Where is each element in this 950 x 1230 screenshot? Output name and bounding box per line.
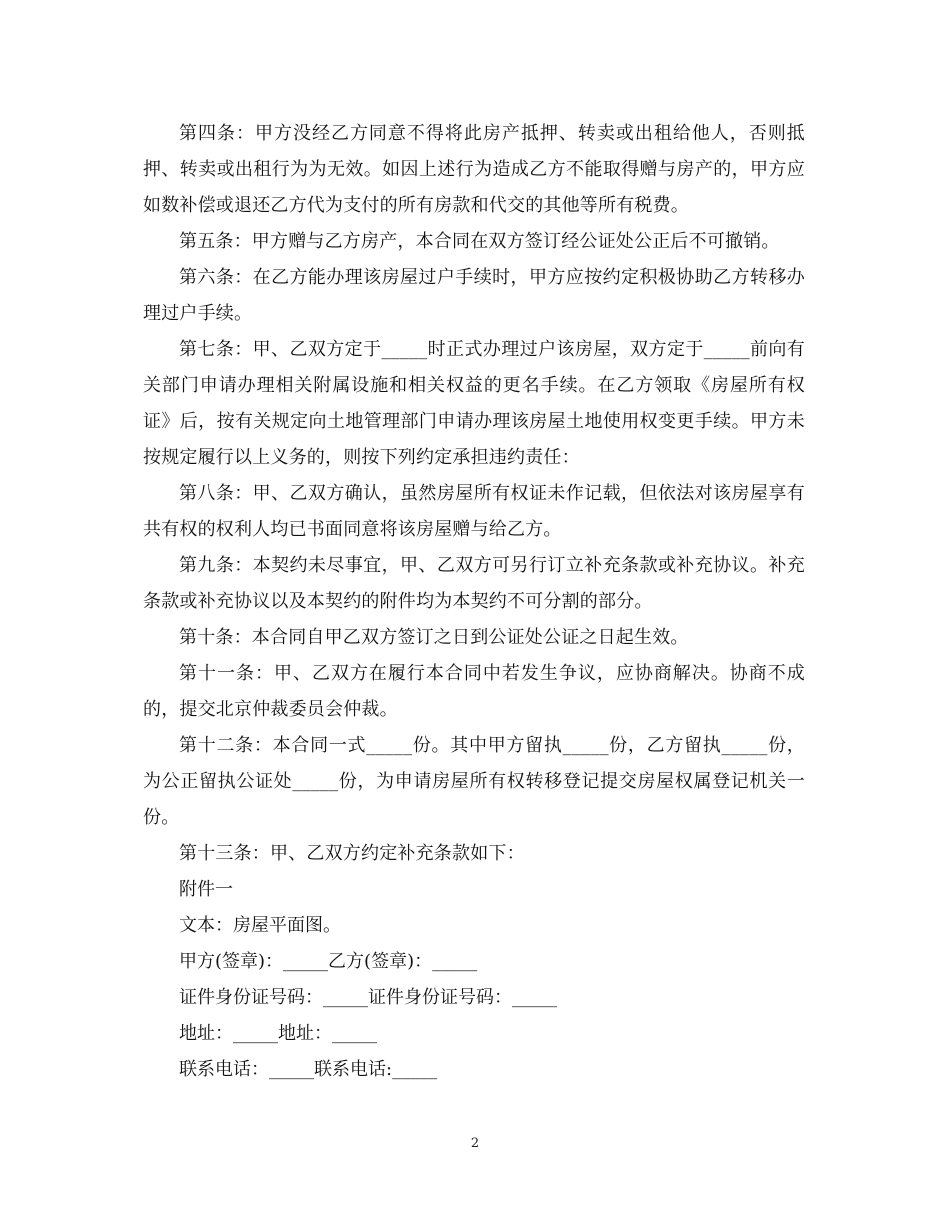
clause-13: 第十三条：甲、乙双方约定补充条款如下： xyxy=(179,843,525,864)
clause-6: 第六条：在乙方能办理该房屋过户手续时，甲方应按约定积极协助乙方转移办理过户手续。 xyxy=(143,267,805,324)
clause-10: 第十条：本合同自甲乙双方签订之日到公证处公证之日起生效。 xyxy=(179,627,689,648)
signature-line: 甲方(签章)：_____乙方(签章)：_____ xyxy=(179,951,478,972)
id-number-line: 证件身份证号码：_____证件身份证号码：_____ xyxy=(179,987,557,1008)
clause-4: 第四条：甲方没经乙方同意不得将此房产抵押、转卖或出租给他人，否则抵押、转卖或出租行为为无效。如因上述行为造成乙方不能取得赠与房产的，甲方应如数补偿或退还乙方代为支付的所有房款和代交的其他等所有税费。 xyxy=(143,123,805,216)
clause-5: 第五条：甲方赠与乙方房产，本合同在双方签订经公证处公正后不可撤销。 xyxy=(179,231,780,252)
attachment-text: 文本：房屋平面图。 xyxy=(179,915,341,936)
attachment-title: 附件一 xyxy=(179,879,233,900)
page-number: 2 xyxy=(470,1136,480,1151)
clause-12: 第十二条：本合同一式_____份。其中甲方留执_____份，乙方留执_____份，为公正留执公证处_____份，为申请房屋所有权转移登记提交房屋权属登记机关一份。 xyxy=(143,735,805,828)
document-body xyxy=(143,116,805,1088)
clause-9: 第九条：本契约未尽事宜，甲、乙双方可另行订立补充条款或补充协议。补充条款或补充协议以及本契约的附件均为本契约不可分割的部分。 xyxy=(143,555,805,612)
address-line: 地址：_____地址：_____ xyxy=(179,1023,377,1044)
clause-8: 第八条：甲、乙双方确认，虽然房屋所有权证未作记载，但依法对该房屋享有共有权的权利人均已书面同意将该房屋赠与给乙方。 xyxy=(143,483,805,540)
clause-11: 第十一条：甲、乙双方在履行本合同中若发生争议，应协商解决。协商不成的，提交北京仲裁委员会仲裁。 xyxy=(143,663,805,720)
clause-7: 第七条：甲、乙双方定于_____时正式办理过户该房屋，双方定于_____前向有关部门申请办理相关附属设施和相关权益的更名手续。在乙方领取《房屋所有权证》后，按有关规定向土地管理部门申请办理该房屋土地使用权变更手续。甲方未按规定履行以上义务的，则按下列约定承担违约责任： xyxy=(143,339,805,468)
phone-line: 联系电话：_____联系电话:_____ xyxy=(179,1059,438,1080)
